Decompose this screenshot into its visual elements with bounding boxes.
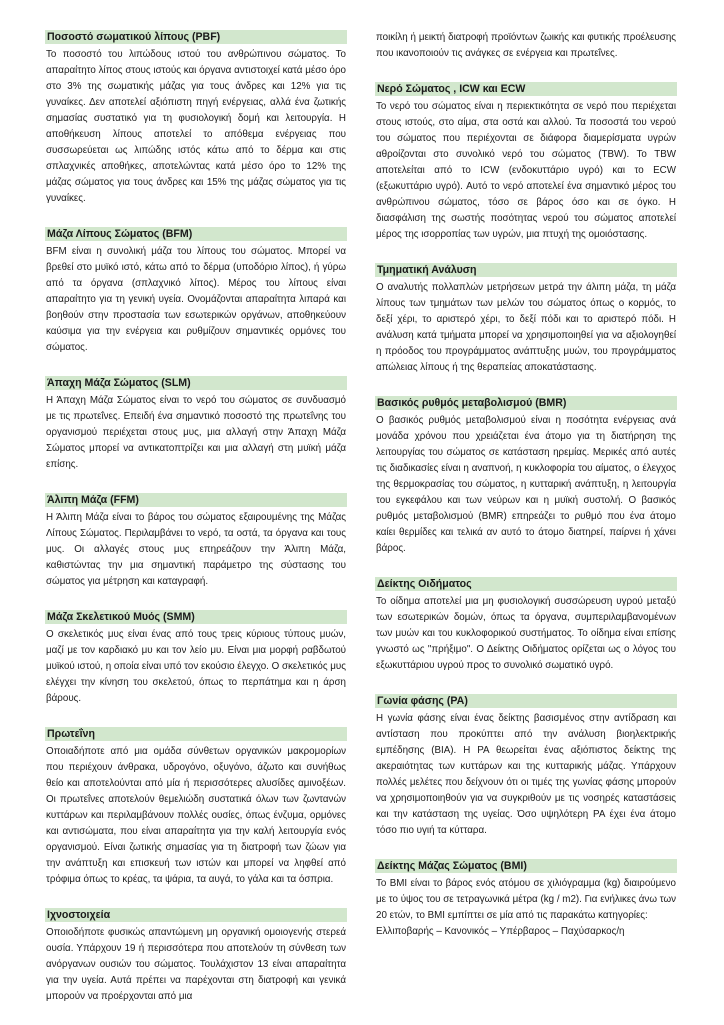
section-segmental-analysis [375,263,677,376]
section-heading: Γωνία φάσης (PA) [375,694,677,708]
section-heading: Δείκτης Οιδήματος [375,577,677,591]
section-body: Το νερό του σώματος είναι η περιεκτικότητα σε νερό που περιέχεται στους ιστούς, στο αίμα, στα οστά και αλλού. Τα ποσοστά του νερού του σώματος που περιέχονται σε διάφορα διαμερίσματα υγρών αθροίζονται στο συνολικό νερό του σώματος (TBW). Το TBW αποτελείται από το ICW (ενδοκυττάριο υγρό) και το ECW (εξωκυττάριο υγρό). Αυτό το νερό αποτελεί ένα σημαντικό μέρος του ανθρώπινου σώματος, τόσο σε βάρος όσο και σε όγκο. Η διασφάλιση της σωστής ποσότητας νερού του σώματος αποτελεί μέρος της ισορροπίας των υγρών, μια πτυχή της ομοιόστασης. [376,101,676,240]
section-slm [45,376,347,473]
section-edema-index [375,577,677,674]
section-body: Η Άλιπη Μάζα είναι το βάρος του σώματος εξαιρουμένης της Μάζας Λίπους Σώματος. Περιλαμβάνει το νερό, τα οστά, τα όργανα και τους μυς. Οι αλλαγές στους μυς επηρεάζουν την Άλιπη Μάζα, καθιστώντας την μια σημαντική παράμετρο της σύστασης του σώματος για μέτρηση και καταγραφή. [46,512,346,587]
left-column [45,30,347,1025]
section-heading: Άπαχη Μάζα Σώματος (SLM) [45,376,347,390]
section-body: Οποιοδήποτε φυσικώς απαντώμενη μη οργανική ομοιογενής στερεά ουσία. Υπάρχουν 19 ή περισσότερα που αποτελούν τη σύνθεση των ανόργανων ουσιών του σώματος. Τουλάχιστον 13 είναι απαραίτητα για την υγεία. Αυτά πρέπει να παρέχονται στη διατροφή και γενικά μπορούν να προέρχονται από μια [46,927,346,1002]
section-heading: Άλιπη Μάζα (FFM) [45,493,347,507]
section-body: Η γωνία φάσης είναι ένας δείκτης βασισμένος στην αντίδραση και αντίσταση που προκύπτει από την ανάλυση βιοηλεκτρικής εμπέδησης (BIA). Η PA θεωρείται ένας αξιόπιστος δείκτης της ακεραιότητας των κυττάρων και της κυτταρικής μάζας. Υπάρχουν πολλές μελέτες που δείχνουν ότι οι τιμές της γωνίας φάσης μπορούν να χρησιμοποιηθούν για να συγκριθούν με τις νοσηρές καταστάσεις και την κατάσταση της υγείας. Όσο υψηλότερη PA έχει ένα άτομο τόσο πιο υγιή τα κύτταρα. [376,713,676,836]
section-heading: Ιχνοστοιχεία [45,908,347,922]
section-body: Το ποσοστό του λιπώδους ιστού του ανθρώπινου σώματος. Το απαραίτητο λίπος στους ιστούς και όργανα αντιστοιχεί κατά μέσο όρο στο 3% της σωματικής μάζας για τους άνδρες και 12% για τις γυναίκες. Δεν αποτελεί αξιόπιστη πηγή ενέργειας, αλλά ένα ζωτικής σημασίας συστατικό για τη φυσιολογική δομή και λειτουργία. Η αποθήκευση λίπους αποτελεί το απόθεμα ενέργειας που συσσωρεύεται ως λιπώδης ιστός κάτω από το δέρμα και στις σπλαχνικές αποθήκες, αποτελώντας κατά μέσο όρο το 12% της μάζας σώματος για τους άνδρες και 15% της μάζας σώματος για τις γυναίκες. [46,49,346,204]
section-body: Ο αναλυτής πολλαπλών μετρήσεων μετρά την άλιπη μάζα, τη μάζα λίπους των τμημάτων των μελών του σώματος όπως ο κορμός, το δεξί χέρι, το αριστερό χέρι, το δεξί πόδι και το αριστερό πόδι. Η ανάλυση κατά τμήματα μπορεί να χρησιμοποιηθεί για να αξιολογηθεί η πρόοδος του προγράμματος ανάπτυξης μυών, του προγράμματος απώλειας λίπους ή της θεραπείας αποκατάστασης. [376,282,676,373]
section-bmi [375,859,677,940]
section-minerals [45,908,347,1005]
section-body: Η Άπαχη Μάζα Σώματος είναι το νερό του σώματος σε συνδυασμό με τις πρωτεΐνες. Επειδή ένα σημαντικό ποσοστό της πρωτεΐνης του οργανισμού περιέχεται στους μυς, μια αλλαγή στην Άπαχη Μάζα Σώματος μπορεί να αντικατοπτρίζει και μια αλλαγή στη μυϊκή μάζα επίσης. [46,395,346,470]
section-body: Το BMI είναι το βάρος ενός ατόμου σε χιλιόγραμμα (kg) διαιρούμενο με το ύψος του σε τετραγωνικά μέτρα (kg / m2). Για ενήλικες άνω των 20 ετών, το BMI εμπίπτει σε μία από τις παρακάτω κατηγορίες: [376,878,676,921]
section-smm [45,610,347,707]
section-heading: Ποσοστό σωματικού λίπους (PBF) [45,30,347,44]
section-body: BFM είναι η συνολική μάζα του λίπους του σώματος. Μπορεί να βρεθεί στο μυϊκό ιστό, κάτω από το δέρμα (υποδόριο λίπος), ή γύρω από τα όργανα (σπλαχνικό λίπος). Μέρος του λίπους είναι απαραίτητο για τη γενική υγεία. Ονομάζονται απαραίτητα λιπαρά και βοηθούν στην προστασία των εσωτερικών οργάνων, αποθηκεύουν καύσιμα για την ενέργεια και ρυθμίζουν σημαντικές ορμόνες του σώματος. [46,246,346,353]
section-body: Οποιαδήποτε από μια ομάδα σύνθετων οργανικών μακρομορίων που περιέχουν άνθρακα, υδρογόνο, οξυγόνο, άζωτο και συνήθως θείο και αποτελούνται από μία ή περισσότερες αλυσίδες αμινοξέων. Οι πρωτεΐνες αποτελούν θεμελιώδη συστατικά όλων των ζωντανών κυττάρων και περιλαμβάνουν πολλές ουσίες, όπως ένζυμα, ορμόνες και αντισώματα, που είναι απαραίτητα για την καλή λειτουργία ενός οργανισμού. Είναι ζωτικής σημασίας για τη διατροφή των ζώων για την ανάπτυξη και επισκευή των ιστών και μπορεί να ληφθεί από τρόφιμα όπως το κρέας, τα ψάρια, τα αυγά, το γάλα και τα όσπρια. [46,746,346,885]
section-pbf [45,30,347,207]
section-body: Ο σκελετικός μυς είναι ένας από τους τρεις κύριους τύπους μυών, μαζί με τον καρδιακό μυ και τον λείο μυ. Είναι μια μορφή ραβδωτού μυϊκού ιστού, η οποία είναι υπό τον εκούσιο έλεγχο. Ο σκελετικός μυς ελέγχει την κίνηση του σκελετού, όπως το περπάτημα και η άρση βάρους. [46,629,346,704]
section-bfm [45,227,347,356]
section-ffm [45,493,347,590]
section-body: ποικίλη ή μεικτή διατροφή προϊόντων ζωικής και φυτικής προέλευσης που ικανοποιούν τις ανάγκες σε ενέργεια και πρωτεΐνες. [376,32,676,59]
section-heading: Μάζα Σκελετικού Μυός (SMM) [45,610,347,624]
section-phase-angle [375,694,677,839]
section-body: Το οίδημα αποτελεί μια μη φυσιολογική συσσώρευση υγρού μεταξύ των εσωτερικών δομών, όπως τα όργανα, συμπεριλαμβανομένων των μυών και του κυκλοφορικού συστήματος. Το οίδημα είναι επίσης γνωστό ως "πρήξιμο". Ο Δείκτης Οιδήματος ορίζεται ως ο λόγος του εξωκυττάριου υγρού προς το συνολικό σωματικό υγρό. [376,596,676,671]
bmi-categories: Ελλιποβαρής – Κανονικός – Υπέρβαρος – Παχύσαρκος/η [376,926,625,937]
section-heading: Τμηματική Ανάλυση [375,263,677,277]
section-body: Ο βασικός ρυθμός μεταβολισμού είναι η ποσότητα ενέργειας ανά μονάδα χρόνου που χρειάζεται ένα άτομο για τη διατήρηση της λειτουργίας του σώματος σε κατάσταση ηρεμίας. Μερικές από αυτές τις διαδικασίες είναι η αναπνοή, η κυκλοφορία του αίματος, ο έλεγχος της θερμοκρασίας του σώματος, η κυτταρική ανάπτυξη, η λειτουργία του εγκεφάλου και των νεύρων και η μυϊκή συστολή. Ο βασικός ρυθμός μεταβολισμού (BMR) επηρεάζει το ρυθμό που ένα άτομο καίει θερμίδες και τελικά αν αυτό το άτομο διατηρεί, παίρνει ή χάνει βάρος. [376,415,676,554]
right-column [375,30,677,960]
section-minerals-continued [375,30,677,62]
section-protein [45,727,347,888]
section-body-water [375,82,677,243]
section-bmr [375,396,677,557]
section-heading: Νερό Σώματος , ICW και ECW [375,82,677,96]
section-heading: Μάζα Λίπους Σώματος (BFM) [45,227,347,241]
section-heading: Πρωτεΐνη [45,727,347,741]
section-heading: Δείκτης Μάζας Σώματος (BMI) [375,859,677,873]
section-heading: Βασικός ρυθμός μεταβολισμού (BMR) [375,396,677,410]
